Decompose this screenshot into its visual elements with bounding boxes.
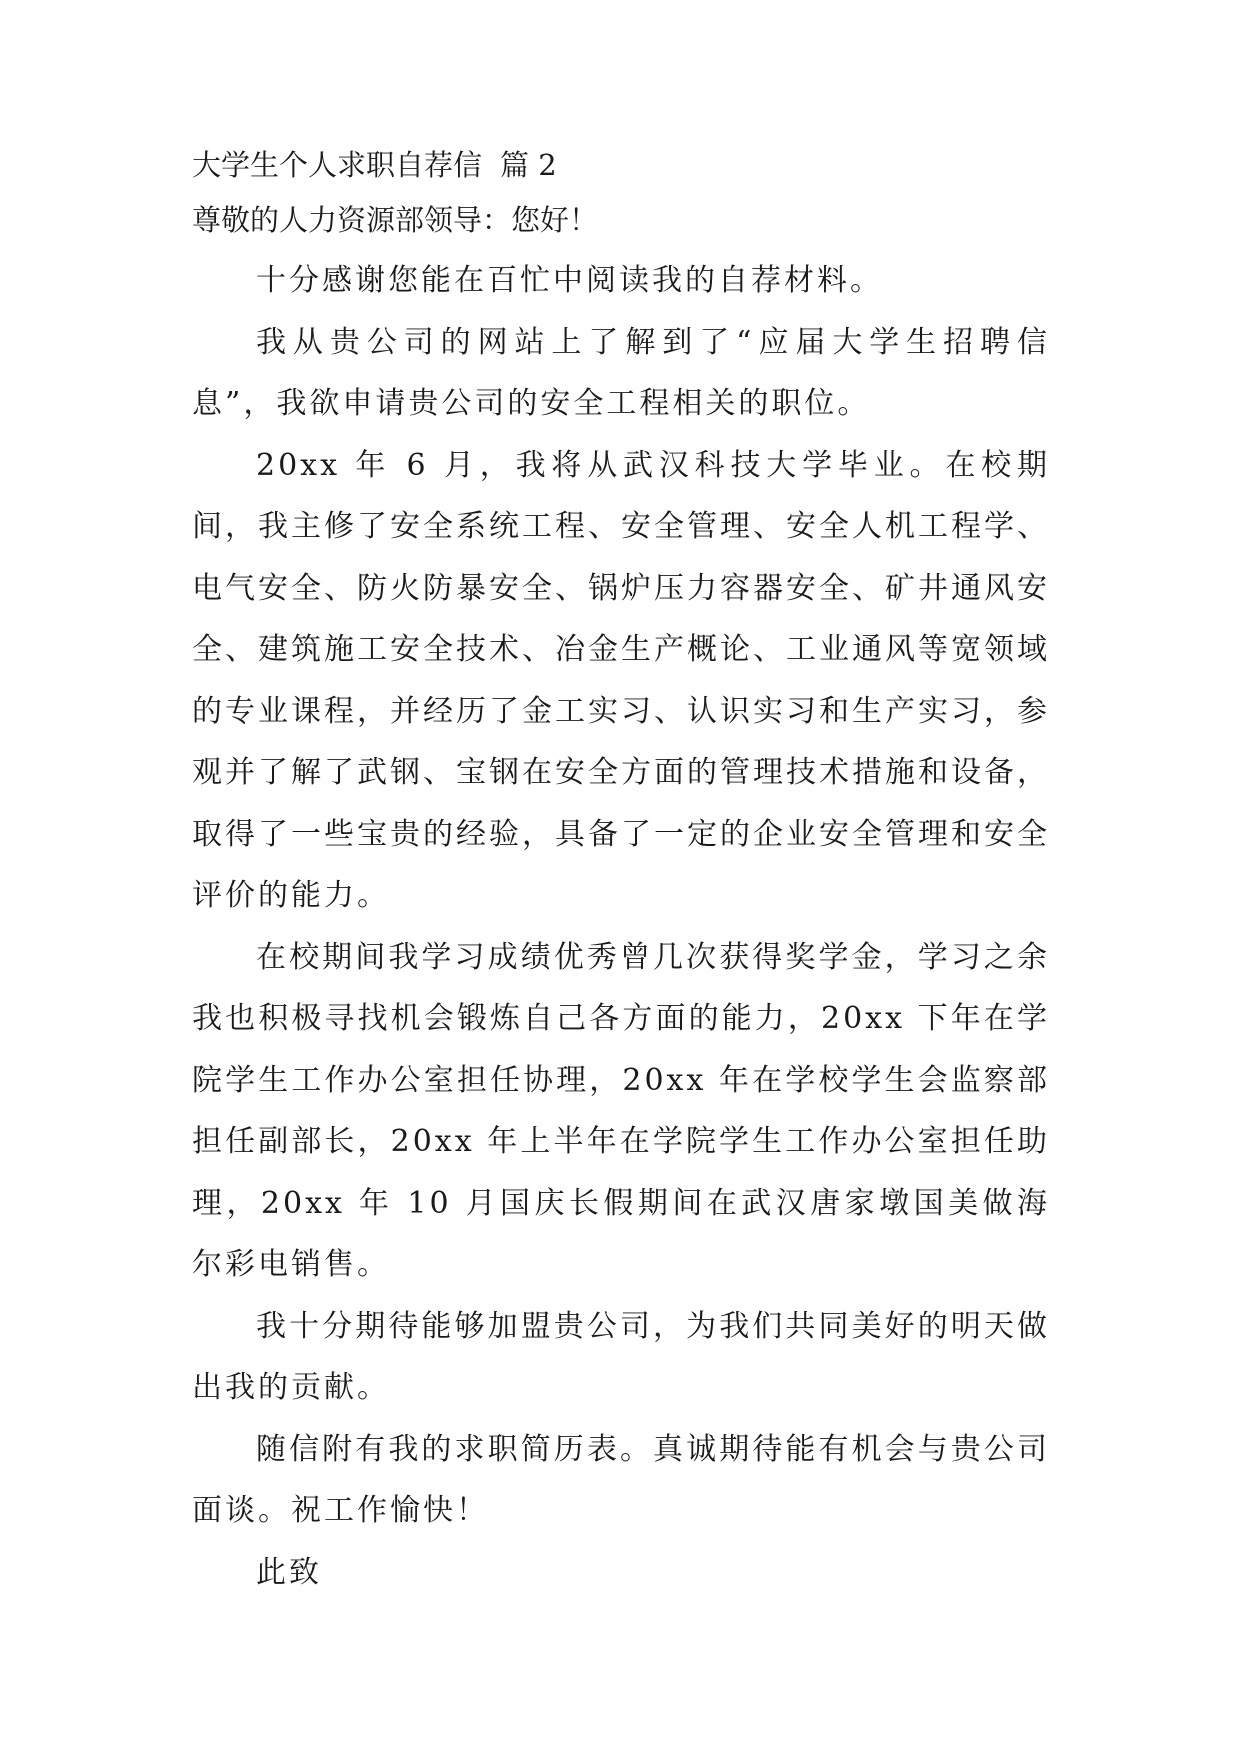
title-text: 大学生个人求职自荐信 <box>192 148 483 182</box>
section-label: 篇 2 <box>500 148 557 182</box>
paragraph-application: 我从贵公司的网站上了解到了“应届大学生招聘信息”，我欲申请贵公司的安全工程相关的职位。 <box>192 324 1050 421</box>
letter-page <box>192 140 1050 1603</box>
paragraph-experience: 在校期间我学习成绩优秀曾几次获得奖学金，学习之余我也积极寻找机会锻炼自己各方面的能力，20xx 下年在学院学生工作办公室担任协理，20xx 年在学校学生会监察部担任副部长，20xx 年上半年在学院学生工作办公室担任助理，20xx 年 10 月国庆长假期间在武汉唐家墩国美做海尔彩电销售。 <box>192 939 1050 1282</box>
document-title <box>192 140 1050 190</box>
paragraph-thanks: 十分感谢您能在百忙中阅读我的自荐材料。 <box>256 263 883 298</box>
paragraph-education: 20xx 年 6 月，我将从武汉科技大学毕业。在校期间，我主修了安全系统工程、安全管理、安全人机工程学、电气安全、防火防暴安全、锅炉压力容器安全、矿井通风安全、建筑施工安全技术、冶金生产概论、工业通风等宽领域的专业课程，并经历了金工实习、认识实习和生产实习，参观并了解了武钢、宝钢在安全方面的管理技术措施和设备，取得了一些宝贵的经验，具备了一定的企业安全管理和安全评价的能力。 <box>192 447 1050 913</box>
paragraph-attachment: 随信附有我的求职简历表。真诚期待能有机会与贵公司面谈。祝工作愉快！ <box>192 1431 1050 1528</box>
salutation: 尊敬的人力资源部领导：您好！ <box>192 203 599 237</box>
paragraph-expectation: 我十分期待能够加盟贵公司，为我们共同美好的明天做出我的贡献。 <box>192 1308 1050 1405</box>
closing: 此致 <box>256 1554 322 1590</box>
